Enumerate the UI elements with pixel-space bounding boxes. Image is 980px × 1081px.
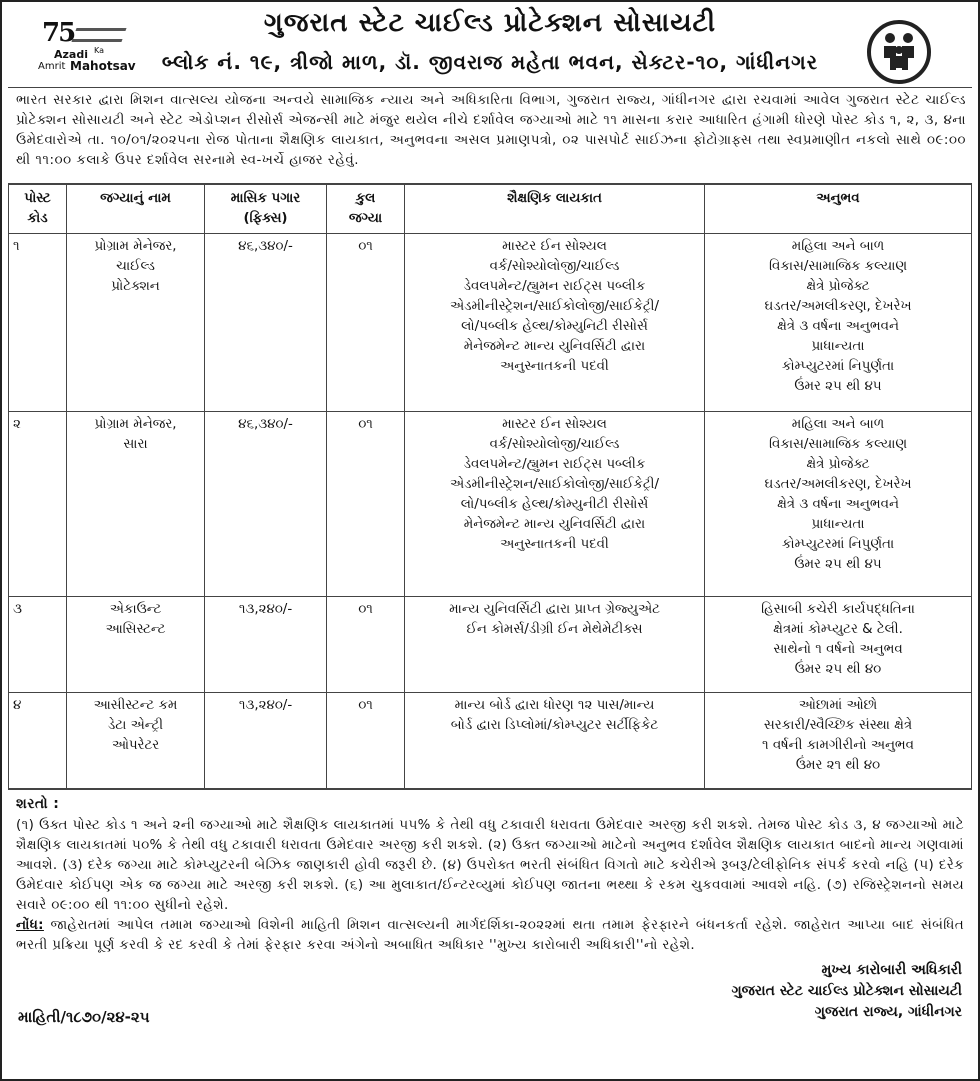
cell-experience: ઓછામાં ઓછો સરકારી/સ્વૈચ્છિક સંસ્થા ક્ષેત્રે ૧ વર્ષની કામગીરીનો અનુભવ ઉંમર ૨૧ થી ૪૦ bbox=[705, 693, 972, 789]
signatory-organization: ગુજરાત સ્ટેટ ચાઈલ્ડ પ્રોટેક્શન સોસાયટી bbox=[731, 983, 962, 999]
reference-number: માહિતી/૧૮૭૦/૨૪-૨૫ bbox=[18, 1008, 150, 1026]
cell-experience: મહિલા અને બાળ વિકાસ/સામાજિક કલ્યાણ ક્ષેત્રે પ્રોજેક્ટ ઘડતર/અમલીકરણ, દેખરેખ ક્ષેત્રે ૩ વર્ષના અનુભવને પ્રાધાન્યતા કોમ્પ્યુટરમાં નિપુર્ણતા ઉંમર ૨૫ થી ૪૫ bbox=[705, 412, 972, 597]
table-header-row bbox=[9, 185, 972, 234]
cell-post-code: ૧ bbox=[9, 234, 67, 412]
child-protection-emblem-icon bbox=[860, 12, 938, 88]
col-header-post-code: પોસ્ટ કોડ bbox=[9, 185, 67, 234]
cell-salary: ૧૩,૨૪૦/- bbox=[205, 693, 327, 789]
col-header-qualification: શૈક્ષણિક લાયકાત bbox=[405, 185, 705, 234]
cell-salary: ૪૬,૩૪૦/- bbox=[205, 412, 327, 597]
logo-number: 75 bbox=[42, 18, 75, 48]
note-paragraph bbox=[16, 916, 964, 956]
col-header-experience: અનુભવ bbox=[705, 185, 972, 234]
logo-text-azadi: Azadi bbox=[54, 48, 88, 61]
note-text: જાહેરાતમાં આપેલ તમામ જગ્યાઓ વિશેની માહિતી મિશન વાત્સલ્યની માર્ગદર્શિકા-૨૦૨૨માં થતા તમામ ફેરફારને બંધનકર્તા રહેશે. જાહેરાત આપ્યા બાદ સંબંધિત ભરતી પ્રક્રિયા પૂર્ણ કરવી કે રદ કરવી કે તેમાં ફેરફાર કરવા અંગેનો અબાધિત અધિકાર ''મુખ્ય કારોબારી અધિકારી''નો રહેશે. bbox=[16, 918, 964, 953]
cell-total-posts: ૦૧ bbox=[327, 597, 405, 693]
signature-block bbox=[731, 960, 962, 1023]
terms-text: (૧) ઉક્ત પોસ્ટ કોડ ૧ અને ૨ની જગ્યાઓ માટે શૈક્ષણિક લાયકાતમાં ૫૫% કે તેથી વધુ ટકાવારી ધરાવતા ઉમેદવાર અરજી કરી શકશે. તેમજ પોસ્ટ કોડ ૩, ૪ જગ્યાઓ માટે શૈક્ષણિક લાયકાતમાં ૫૦% કે તેથી વધુ ટકાવારી ધરાવતા ઉમેદવાર અરજી કરી શકશે. (૨) ઉક્ત જગ્યાઓ માટેનો અનુભવ દર્શાવેલ શૈક્ષણિક લાયકાત બાદનો માન્ય ગણવામાં આવશે. (૩) દરેક જગ્યા માટે કોમ્પ્યુટરની બેઝિક જાણકારી હોવી જરૂરી છે. (૪) ઉપરોક્ત ભરતી સંબંધિત વિગતો માટે કચેરીએ રૂબરૂ/ટેલીફોનિક સંપર્ક કરવો નહિ (૫) દરેક ઉમેદવાર કોઈપણ એક જ જગ્યા માટે અરજી કરી શકશે. (૬) આ મુલાકાત/ઈન્ટરવ્યુમાં કોઈપણ જાતના ભથ્થા કે રકમ ચુકવવામાં આવશે નહિ. (૭) રજિસ્ટ્રેશનનો સમય સવારે ૦૯:૦૦ થી ૧૧:૦૦ સુધીનો રહેશે. bbox=[16, 818, 964, 913]
intro-paragraph: ભારત સરકાર દ્વારા મિશન વાત્સલ્ય યોજના અન્વયે સામાજિક ન્યાય અને અધિકારિતા વિભાગ, ગુજરાત રાજ્ય, ગાંધીનગર દ્વારા રચવામાં આવેલ ગુજરાત સ્ટેટ ચાઈલ્ડ પ્રોટેક્શન સોસાયટી અને સ્ટેટ એડોપ્શન રીસોર્સ એજન્સી માટે મંજુર થયેલ નીચે દર્શાવેલ જગ્યાઓ માટે ૧૧ માસના કરાર આધારિત હંગામી ધોરણે પોસ્ટ કોડ ૧, ૨, ૩, ૪ના ઉમેદવારોએ તા. ૧૦/૦૧/૨૦૨૫ના રોજ પોતાના શૈક્ષણિક લાયકાત, અનુભવના અસલ પ્રમાણપત્રો, ૦૨ પાસપોર્ટ સાઈઝના ફોટોગ્રાફ્સ તથા સ્વપ્રમાણીત નકલો સાથે ૦૯:૦૦ થી ૧૧:૦૦ કલાકે ઉપર દર્શાવેલ સરનામે સ્વ-ખર્ચે હાજર રહેવું. bbox=[8, 88, 972, 184]
cell-post-code: ૨ bbox=[9, 412, 67, 597]
header bbox=[8, 6, 972, 88]
signatory-designation: મુખ્ય કારોબારી અધિકારી bbox=[821, 962, 962, 978]
cell-experience: હિસાબી કચેરી કાર્યપદ્ધતિના ક્ષેત્રમાં કોમ્પ્યુટર & ટેલી. સાથેનો ૧ વર્ષનો અનુભવ ઉંમર ૨૫ થી ૪૦ bbox=[705, 597, 972, 693]
cell-post-name: એકાઉન્ટ આસિસ્ટન્ટ bbox=[67, 597, 205, 693]
logo-text-amrit: Amrit bbox=[38, 61, 66, 72]
cell-total-posts: ૦૧ bbox=[327, 412, 405, 597]
cell-qualification: માસ્ટર ઈન સોશ્યલ વર્ક/સોશ્યોલોજી/ચાઈલ્ડ ડેવલપમેન્ટ/હ્યુમન રાઈટ્સ પબ્લીક એડમીનીસ્ટ્રેશન/સાઈકોલોજી/સાઈકેટ્રી/ લો/પબ્લીક હેલ્થ/કોમ્યુનિટી રીસોર્સ મેનેજમેન્ટ માન્ય યુનિવર્સિટી દ્વારા અનુસ્નાતકની પદવી bbox=[405, 234, 705, 412]
cell-total-posts: ૦૧ bbox=[327, 234, 405, 412]
col-header-salary: માસિક પગાર (ફિક્સ) bbox=[205, 185, 327, 234]
page-title: ગુજરાત સ્ટેટ ચાઈલ્ડ પ્રોટેક્શન સોસાયટી bbox=[263, 8, 717, 38]
terms-section bbox=[8, 789, 972, 960]
vacancy-table bbox=[8, 184, 972, 789]
cell-post-code: ૪ bbox=[9, 693, 67, 789]
cell-qualification: માસ્ટર ઈન સોશ્યલ વર્ક/સોશ્યોલોજી/ચાઈલ્ડ ડેવલપમેન્ટ/હ્યુમન રાઈટ્સ પબ્લીક એડમીનીસ્ટ્રેશન/સાઈકોલોજી/સાઈકેટ્રી/ લો/પબ્લીક હેલ્થ/કોમ્યુનીટી રીસોર્સ મેનેજમેન્ટ માન્ય યુનિવર્સિટી દ્વારા અનુસ્નાતકની પદવી bbox=[405, 412, 705, 597]
cell-post-name: આસીસ્ટન્ટ કમ ડેટા એન્ટ્રી ઓપરેટર bbox=[67, 693, 205, 789]
cell-salary: ૧૩,૨૪૦/- bbox=[205, 597, 327, 693]
table-row bbox=[9, 234, 972, 412]
logo-text-ka: Ka bbox=[94, 46, 105, 55]
cell-salary: ૪૬,૩૪૦/- bbox=[205, 234, 327, 412]
cell-qualification: માન્ય યુનિવર્સિટી દ્વારા પ્રાપ્ત ગ્રેજ્યુએટ ઈન કોમર્સ/ડીગ્રી ઈન મેથેમેટીક્સ bbox=[405, 597, 705, 693]
table-row bbox=[9, 412, 972, 597]
cell-total-posts: ૦૧ bbox=[327, 693, 405, 789]
footer bbox=[8, 960, 972, 1032]
cell-post-name: પ્રોગ્રામ મેનેજર, સારા bbox=[67, 412, 205, 597]
office-address: બ્લોક નં. ૧૯, ત્રીજો માળ, ડૉ. જીવરાજ મહેતા ભવન, સેક્ટર-૧૦, ગાંધીનગર bbox=[161, 50, 819, 74]
note-label: નોંધ: bbox=[16, 918, 44, 933]
cell-experience: મહિલા અને બાળ વિકાસ/સામાજિક કલ્યાણ ક્ષેત્રે પ્રોજેક્ટ ઘડતર/અમલીકરણ, દેખરેખ ક્ષેત્રે ૩ વર્ષના અનુભવને પ્રાધાન્યતા કોમ્પ્યુટરમાં નિપુર્ણતા ઉંમર ૨૫ થી ૪૫ bbox=[705, 234, 972, 412]
terms-heading: શરતો : bbox=[16, 796, 60, 812]
cell-post-code: ૩ bbox=[9, 597, 67, 693]
cell-post-name: પ્રોગ્રામ મેનેજર, ચાઈલ્ડ પ્રોટેક્શન bbox=[67, 234, 205, 412]
table-row bbox=[9, 597, 972, 693]
logo-text-mahotsav: Mahotsav bbox=[70, 59, 136, 73]
cell-qualification: માન્ય બોર્ડ દ્વારા ધોરણ ૧૨ પાસ/માન્ય બોર્ડ દ્વારા ડિપ્લોમાં/કોમ્પ્યુટર સર્ટીફિકેટ bbox=[405, 693, 705, 789]
col-header-total-posts: કુલ જગ્યા bbox=[327, 185, 405, 234]
table-row bbox=[9, 693, 972, 789]
signatory-location: ગુજરાત રાજ્ય, ગાંધીનગર bbox=[814, 1004, 962, 1020]
col-header-post-name: જગ્યાનું નામ bbox=[67, 185, 205, 234]
